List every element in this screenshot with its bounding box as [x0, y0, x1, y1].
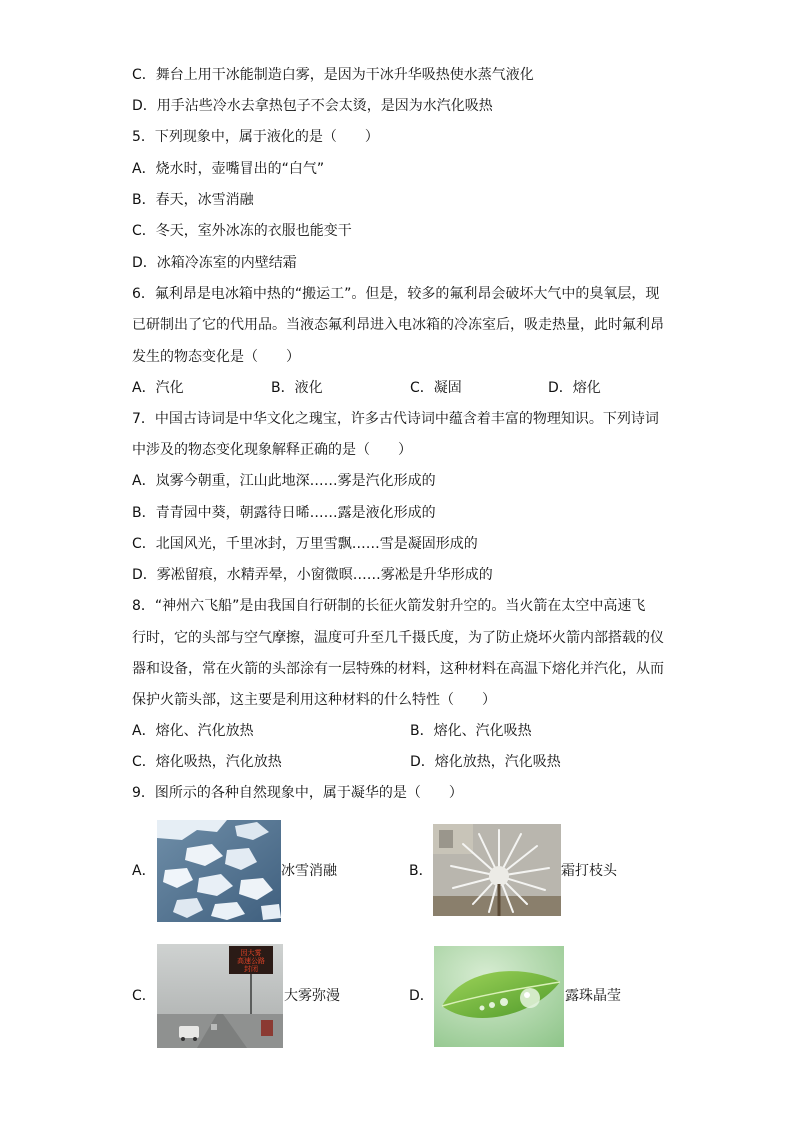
option: B．青青园中葵，朝露待日晞……露是液化形成的 [132, 505, 436, 521]
option: B．液化 [271, 380, 323, 396]
option: A．烧水时，壶嘴冒出的“白气” [132, 161, 325, 177]
question-stem: 7．中国古诗词是中华文化之瑰宝，许多古代诗词中蕴含着丰富的物理知识。下列诗词 [132, 411, 659, 427]
heavy-fog-image [157, 944, 283, 1048]
question-stem: 9．图所示的各种自然现象中，属于凝华的是（ ） [132, 785, 463, 801]
option: D．熔化放热，汽化吸热 [410, 754, 561, 770]
option: B．春天，冰雪消融 [132, 192, 254, 208]
option: A．岚雾今朝重，江山此地深……雾是汽化形成的 [132, 473, 436, 489]
option: A．熔化、汽化放热 [132, 723, 254, 739]
option: C．冬天，室外冰冻的衣服也能变干 [132, 223, 352, 239]
text-line: D．用手沾些冷水去拿热包子不会太烫，是因为水汽化吸热 [132, 98, 493, 114]
sign-text: 封闭 [244, 965, 258, 973]
option: C．凝固 [410, 380, 462, 396]
option: C．北国风光，千里冰封，万里雪飘……雪是凝固形成的 [132, 536, 478, 552]
question-stem: 已研制出了它的代用品。当液态氟利昂进入电冰箱的冷冻室后，吸走热量，此时氟利昂 [132, 317, 664, 333]
sign-text: 因大雾 [240, 949, 262, 957]
text-line: C．舞台上用干冰能制造白雾，是因为干冰升华吸热使水蒸气液化 [132, 67, 534, 83]
option-letter: D． [409, 988, 434, 1004]
frost-branches-image [433, 824, 561, 916]
question-stem: 6．氟利昂是电冰箱中热的“搬运工”。但是，较多的氟利昂会破坏大气中的臭氧层，现 [132, 286, 660, 302]
dew-drops-image [434, 946, 564, 1047]
option: B．熔化、汽化吸热 [410, 723, 532, 739]
sign-text: 高速公路 [237, 957, 265, 965]
question-stem: 行时，它的头部与空气摩擦，温度可升至几千摄氏度，为了防止烧坏火箭内部搭载的仪 [132, 630, 664, 646]
option: C．熔化吸热，汽化放热 [132, 754, 282, 770]
option-caption: 大雾弥漫 [284, 988, 340, 1004]
option-caption: 冰雪消融 [281, 863, 337, 879]
question-stem: 8．“神州六飞船”是由我国自行研制的长征火箭发射升空的。当火箭在太空中高速飞 [132, 598, 646, 614]
ice-melting-image [157, 820, 281, 922]
question-stem: 器和设备，常在火箭的头部涂有一层特殊的材料，这种材料在高温下熔化并汽化，从而 [132, 661, 664, 677]
question-stem: 发生的物态变化是（ ） [132, 349, 300, 365]
option: D．雾凇留痕，水精弄晕，小窗微暝……雾凇是升华形成的 [132, 567, 493, 583]
option-caption: 霜打枝头 [561, 863, 617, 879]
option-letter: C． [132, 988, 156, 1004]
option-letter: A． [132, 863, 156, 879]
question-stem: 5．下列现象中，属于液化的是（ ） [132, 129, 379, 145]
option-letter: B． [409, 863, 433, 879]
question-stem: 中涉及的物态变化现象解释正确的是（ ） [132, 442, 412, 458]
option: D．冰箱冷冻室的内壁结霜 [132, 255, 297, 271]
option: A．汽化 [132, 380, 184, 396]
option: D．熔化 [548, 380, 601, 396]
question-stem: 保护火箭头部，这主要是利用这种材料的什么特性（ ） [132, 692, 496, 708]
option-caption: 露珠晶莹 [565, 988, 621, 1004]
